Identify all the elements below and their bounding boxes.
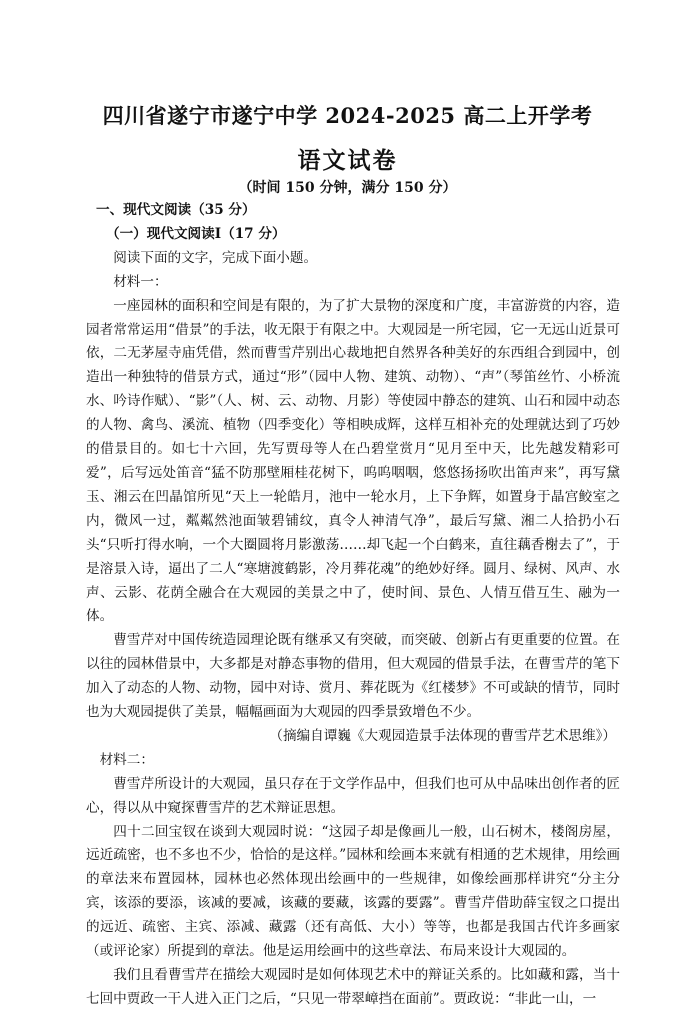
instruction-text: 阅读下面的文字，完成下面小题。 (113, 249, 318, 266)
exam-subject-title: 语文试卷 (297, 147, 398, 174)
material2-paragraph: 曹雪芹所设计的大观园，虽只存在于文学作品中，但我们也可从中品味出创作者的匠心，得以从中窥探曹雪芹的艺术辩证思想。 (86, 775, 620, 816)
exam-body (86, 199, 620, 1012)
subsection-heading: （一）现代文阅读Ⅰ（17 分） (106, 225, 286, 242)
material2-paragraph: 我们且看曹雪芹在描绘大观园时是如何体现艺术中的辩证关系的。比如藏和露，当十七回中贾政一干人进入正门之后，“只见一带翠嶂挡在面前”。贾政说：“非此一山，一 (86, 967, 620, 1007)
page-title: 四川省遂宁市遂宁中学 2024-2025 高二上开学考 (102, 103, 593, 128)
material1-paragraph: 曹雪芹对中国传统造园理论既有继承又有突破，而突破、创新占有更重要的位置。在以往的园林借景中，大多都是对静态事物的借用，但大观园的借景手法，在曹雪芹的笔下加入了动态的人物、动物，园中对诗、赏月、葬花既为《红楼梦》不可或缺的情节，同时也为大观园提供了美景，幅幅画面为大观园的四季景致增色不少。 (86, 632, 620, 721)
material2-label: 材料二： (99, 751, 154, 768)
section-heading: 一、现代文阅读（35 分） (96, 202, 256, 218)
material2-paragraph: 四十二回宝钗在谈到大观园时说：“这园子却是像画儿一般，山石树木，楼阁房屋，远近疏密，也不多也不少，恰恰的是这样。”园林和绘画本来就有相通的艺术规律，用绘画的章法来布置园林，园林也必然体现出绘画中的一些规律，如像绘画那样讲究“分主分宾，该添的要添，该减的要减，该藏的要藏，该露的要露”。曹雪芹借助薛宝钗之口提出的远近、疏密、主宾、添减、藏露（还有高低、大小）等等，也都是我国古代许多画家（或评论家）所提到的章法。他是运用绘画中的这些章法、布局来设计大观园的。 (86, 823, 620, 960)
material1-source: （摘编自谭巍《大观园造景手法体现的曹雪芹艺术思维》） (269, 727, 616, 744)
exam-time-score: （时间 150 分钟，满分 150 分） (238, 180, 457, 196)
material1-label: 材料一： (113, 273, 168, 290)
material1-paragraph: 一座园林的面积和空间是有限的，为了扩大景物的深度和广度，丰富游赏的内容，造园者常常运用“借景”的手法，收无限于有限之中。大观园是一所宅园，它一无远山近景可依，二无茅屋寺庙凭借，然而曹雪芹别出心裁地把自然界各种美好的东西组合到园中，创造出一种独特的借景方式，通过“形”（园中人物、建筑、动物）、“声”（琴笛丝竹、小桥流水、吟诗作赋）、“影”（人、树、云、动物、月影）等使园中静态的建筑、山石和园中动态的人物、禽鸟、溪流、植物（四季变化）等相映成辉，这样互相补充的处理就达到了巧妙的借景目的。如七十六回，先写贾母等人在凸碧堂赏月“见月至中天，比先越发精彩可爱”，后写远处笛音“猛不防那壁厢桂花树下，呜呜咽咽，悠悠扬扬吹出笛声来”，再写黛玉、湘云在凹晶馆所见“天上一轮皓月，池中一轮水月，上下争辉，如置身于晶宫鲛室之内，微风一过，粼粼然池面皱碧铺纹，真令人神清气净”，最后写黛、湘二人拾扔小石头“只听打得水响，一个大圈圆将月影激荡……却飞起一个白鹤来，直往藕香榭去了”，于是溶景入诗，逼出了二人“寒塘渡鹤影，冷月葬花魂”的绝妙好绎。圆月、绿树、风声、水声、云影、花荫全融合在大观园的美景之中了，使时间、景色、人情互借互生、融为一体。 (86, 297, 620, 625)
